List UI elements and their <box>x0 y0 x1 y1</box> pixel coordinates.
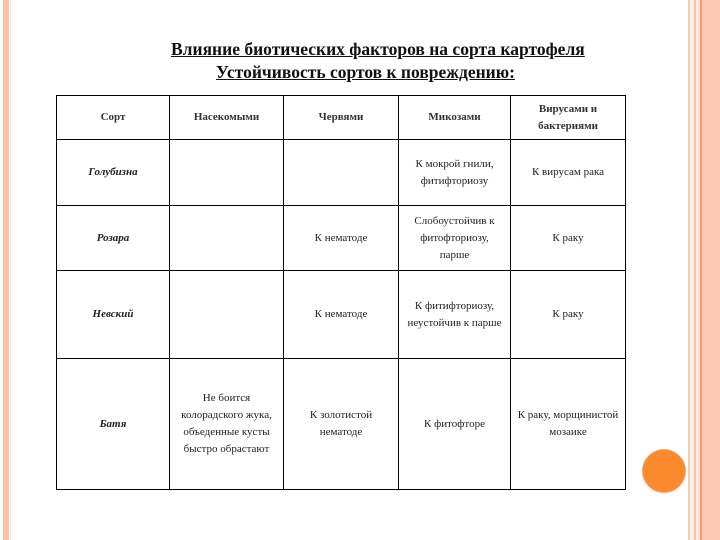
title-line-1: Влияние биотических факторов на сорта картофеля <box>171 39 585 59</box>
cell-insects <box>170 206 284 271</box>
left-stripe <box>13 0 14 540</box>
cell-variety: Невский <box>57 271 170 359</box>
cell-mycoses: К мокрой гнили, фитифториозу <box>399 140 511 206</box>
slide-title <box>150 38 670 84</box>
right-stripe <box>702 0 720 540</box>
table-header-row <box>57 96 626 140</box>
header-variety: Сорт <box>57 96 170 140</box>
left-stripe <box>3 0 9 540</box>
left-stripe <box>10 0 11 540</box>
table-row <box>57 206 626 271</box>
left-decorative-border <box>0 0 16 540</box>
cell-viruses: К раку <box>511 206 626 271</box>
cell-variety: Голубизна <box>57 140 170 206</box>
cell-viruses: К раку <box>511 271 626 359</box>
cell-variety: Розара <box>57 206 170 271</box>
cell-mycoses: К фитифториозу, неустойчив к парше <box>399 271 511 359</box>
cell-variety: Батя <box>57 359 170 490</box>
header-viruses: Вирусами и бактериями <box>511 96 626 140</box>
cell-worms: К нематоде <box>284 206 399 271</box>
cell-mycoses: К фитофторе <box>399 359 511 490</box>
header-insects: Насекомыми <box>170 96 284 140</box>
cell-mycoses: Слобоустойчив к фитофториозу, парше <box>399 206 511 271</box>
cell-worms <box>284 140 399 206</box>
right-decorative-border <box>688 0 720 540</box>
header-mycoses: Микозами <box>399 96 511 140</box>
cell-viruses: К раку, морщинистой мозаике <box>511 359 626 490</box>
table-row <box>57 271 626 359</box>
cell-insects <box>170 271 284 359</box>
cell-insects <box>170 140 284 206</box>
orange-circle-icon <box>642 449 686 493</box>
table-row <box>57 140 626 206</box>
cell-worms: К золотистой нематоде <box>284 359 399 490</box>
table-row <box>57 359 626 490</box>
cell-viruses: К вирусам рака <box>511 140 626 206</box>
cell-insects: Не боится колорадского жука, объеденные кусты быстро обрастают <box>170 359 284 490</box>
cell-worms: К нематоде <box>284 271 399 359</box>
title-line-2: Устойчивость сортов к повреждению: <box>216 62 515 82</box>
resistance-table <box>56 95 626 490</box>
header-worms: Червями <box>284 96 399 140</box>
